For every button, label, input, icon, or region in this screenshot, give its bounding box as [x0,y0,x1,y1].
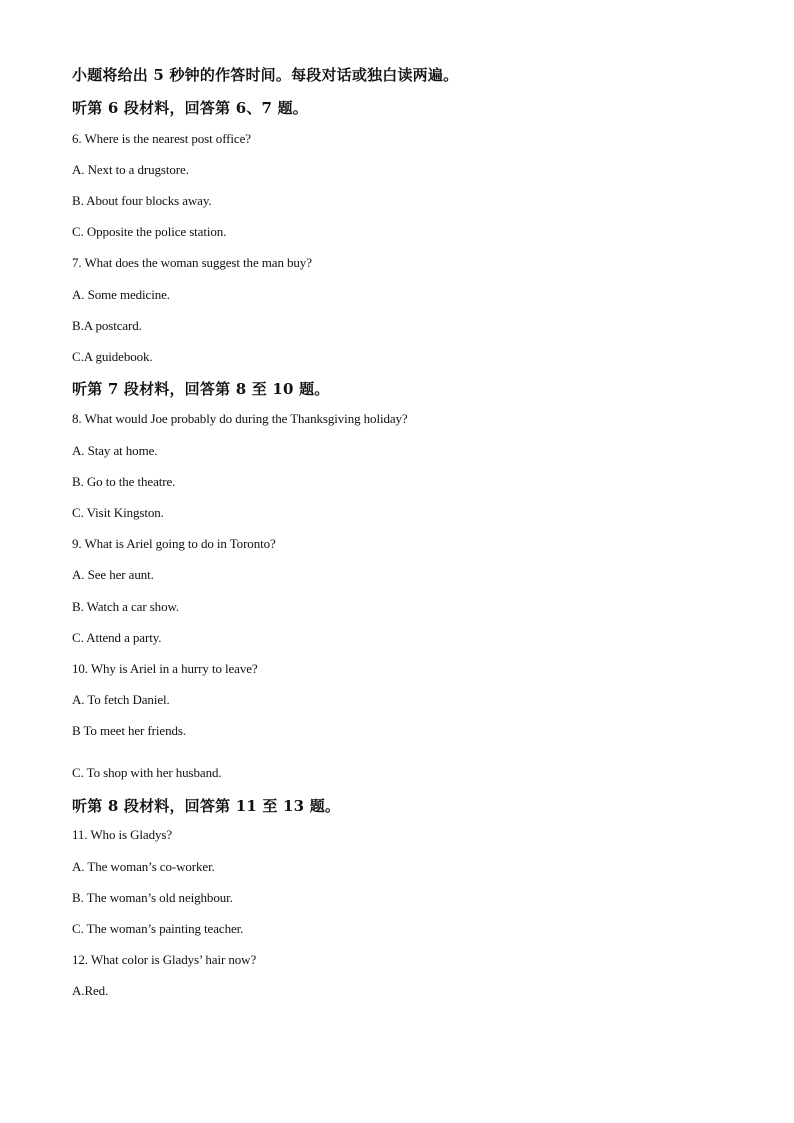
instruction-line: 小题将给出 5 秒钟的作答时间。每段对话或独白读两遍。 [72,66,459,84]
section-heading: 听第 8 段材料，回答第 11 至 13 题。 [72,797,341,815]
option-text: C. Attend a party. [72,630,162,645]
option-text: B. The woman’s old neighbour. [72,890,233,905]
option-text: B. About four blocks away. [72,193,212,208]
option-text: A. Next to a drugstore. [72,162,189,177]
question-text: 8. What would Joe probably do during the Thanksgiving holiday? [72,411,408,426]
option-text: C. Visit Kingston. [72,505,164,520]
option-text: B.A postcard. [72,318,142,333]
question-text: 6. Where is the nearest post office? [72,131,251,146]
option-text: A. Some medicine. [72,287,170,302]
option-text: A. See her aunt. [72,567,154,582]
option-text: B. Go to the theatre. [72,474,176,489]
question-text: 7. What does the woman suggest the man buy? [72,255,312,270]
option-text: B To meet her friends. [72,723,186,738]
section-heading: 听第 6 段材料，回答第 6、7 题。 [72,99,309,117]
question-text: 11. Who is Gladys? [72,827,173,842]
option-text: A.Red. [72,983,109,998]
option-text: C. To shop with her husband. [72,765,222,780]
question-text: 10. Why is Ariel in a hurry to leave? [72,661,258,676]
option-text: A. To fetch Daniel. [72,692,170,707]
option-text: B. Watch a car show. [72,599,180,614]
question-text: 12. What color is Gladys’ hair now? [72,952,257,967]
option-text: C.A guidebook. [72,349,153,364]
option-text: A. Stay at home. [72,443,158,458]
question-text: 9. What is Ariel going to do in Toronto? [72,536,276,551]
option-text: C. The woman’s painting teacher. [72,921,244,936]
option-text: A. The woman’s co-worker. [72,859,215,874]
option-text: C. Opposite the police station. [72,224,227,239]
section-heading: 听第 7 段材料，回答第 8 至 10 题。 [72,380,330,398]
